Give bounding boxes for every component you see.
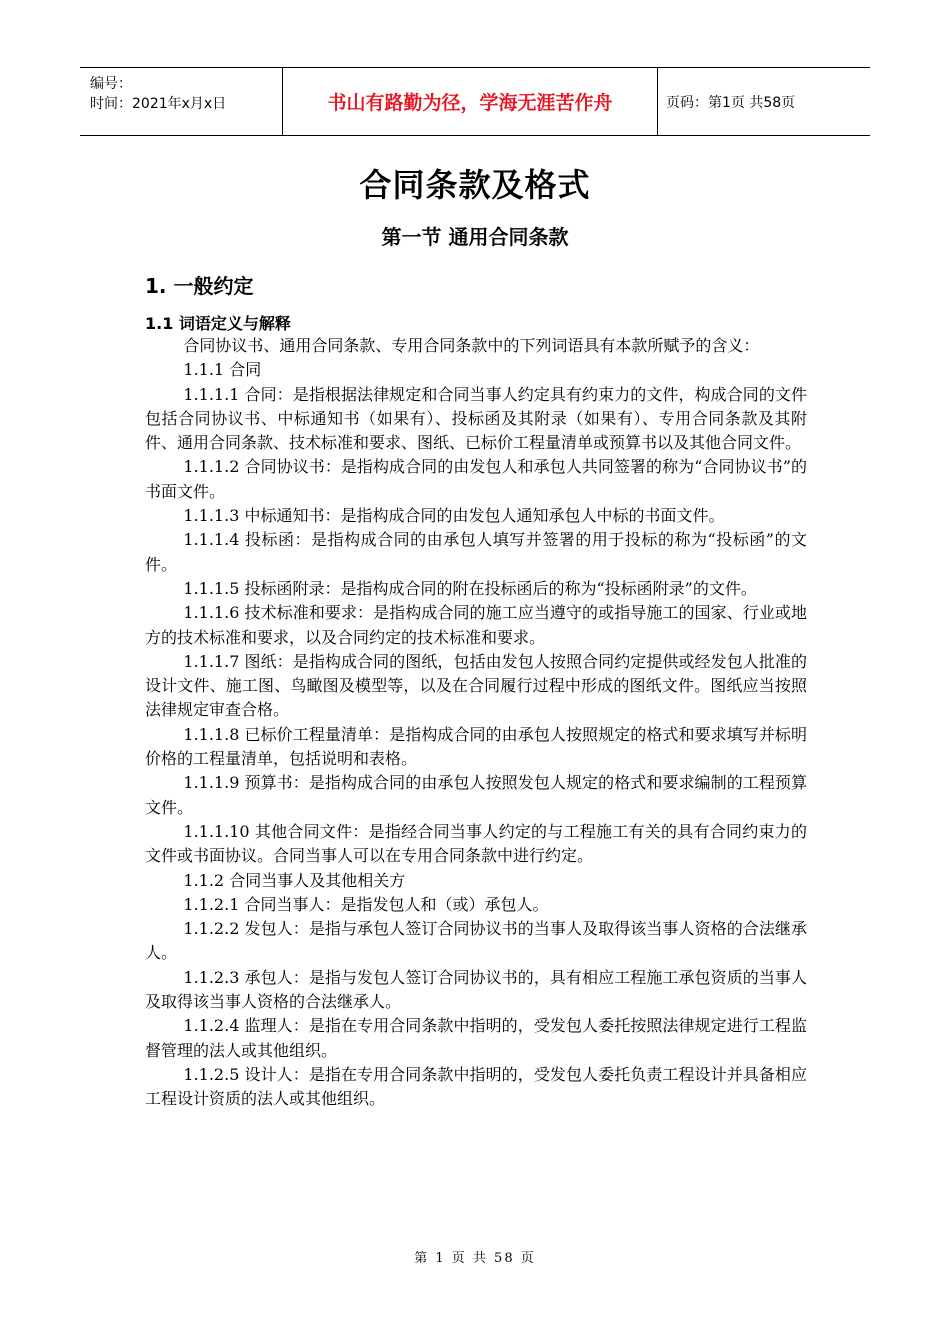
document-date: 时间：2021年x月x日 <box>90 96 227 112</box>
paragraph: 1.1.1.1 合同：是指根据法律规定和合同当事人约定具有约束力的文件，构成合同的文件包括合同协议书、中标通知书（如果有）、投标函及其附录（如果有）、专用合同条款及其附件、通用合同条款、技术标准和要求、图纸、已标价工程量清单或预算书以及其他合同文件。 <box>145 384 807 453</box>
paragraph: 合同协议书、通用合同条款、专用合同条款中的下列词语具有本款所赋予的含义： <box>183 336 760 355</box>
paragraph: 1.1.2 合同当事人及其他相关方 <box>183 870 406 890</box>
paragraph: 1.1.1.2 合同协议书：是指构成合同的由发包人和承包人共同签署的称为“合同协议书”的书面文件。 <box>145 457 807 501</box>
paragraph: 1.1.1.10 其他合同文件：是指经合同当事人约定的与工程施工有关的具有合同约束力的文件或书面协议。合同当事人可以在专用合同条款中进行约定。 <box>145 821 807 866</box>
document-body <box>145 334 807 1112</box>
paragraph: 1.1.1.8 已标价工程量清单：是指构成合同的由承包人按照规定的格式和要求填写并标明价格的工程量清单，包括说明和表格。 <box>145 724 807 769</box>
paragraph: 1.1.1.9 预算书：是指构成合同的由承包人按照发包人规定的格式和要求编制的工程预算文件。 <box>145 773 807 817</box>
paragraph: 1.1.1.6 技术标准和要求：是指构成合同的施工应当遵守的或指导施工的国家、行业或地方的技术标准和要求，以及合同约定的技术标准和要求。 <box>145 603 807 647</box>
paragraph: 1.1.1 合同 <box>183 360 262 380</box>
page-header <box>80 67 870 136</box>
paragraph: 1.1.1.7 图纸：是指构成合同的图纸，包括由发包人按照合同约定提供或经发包人批准的设计文件、施工图、鸟瞰图及模型等，以及在合同履行过程中形成的图纸文件。图纸应当按照法律规定审查合格。 <box>145 651 807 720</box>
paragraph: 1.1.1.3 中标通知书：是指构成合同的由发包人通知承包人中标的书面文件。 <box>183 506 725 526</box>
document-number-label: 编号： <box>90 76 132 92</box>
paragraph: 1.1.2.2 发包人：是指与承包人签订合同协议书的当事人及取得该当事人资格的合法继承人。 <box>145 919 807 963</box>
paragraph: 1.1.2.4 监理人：是指在专用合同条款中指明的，受发包人委托按照法律规定进行工程监督管理的法人或其他组织。 <box>145 1016 807 1060</box>
paragraph: 1.1.1.5 投标函附录：是指构成合同的附在投标函后的称为“投标函附录”的文件。 <box>183 578 757 598</box>
paragraph: 1.1.1.4 投标函：是指构成合同的由承包人填写并签署的用于投标的称为“投标函”的文件。 <box>145 530 807 574</box>
header-page-code: 页码：第1页 共58页 <box>666 94 796 111</box>
document-title: 合同条款及格式 <box>359 166 591 204</box>
section-subtitle: 第一节 通用合同条款 <box>381 225 569 249</box>
page-footer: 第 1 页 共 58 页 <box>414 1251 536 1266</box>
paragraph: 1.1.2.1 合同当事人：是指发包人和（或）承包人。 <box>183 894 549 914</box>
heading-definitions: 1.1 词语定义与解释 <box>145 314 291 333</box>
header-meta <box>80 68 282 135</box>
heading-general-provisions: 1. 一般约定 <box>145 274 254 298</box>
header-motto: 书山有路勤为径，学海无涯苦作舟 <box>282 68 658 135</box>
paragraph: 1.1.2.3 承包人：是指与发包人签订合同协议书的，具有相应工程施工承包资质的当事人及取得该当事人资格的合法继承人。 <box>145 967 807 1012</box>
paragraph: 1.1.2.5 设计人：是指在专用合同条款中指明的，受发包人委托负责工程设计并具备相应工程设计资质的法人或其他组织。 <box>145 1064 807 1109</box>
